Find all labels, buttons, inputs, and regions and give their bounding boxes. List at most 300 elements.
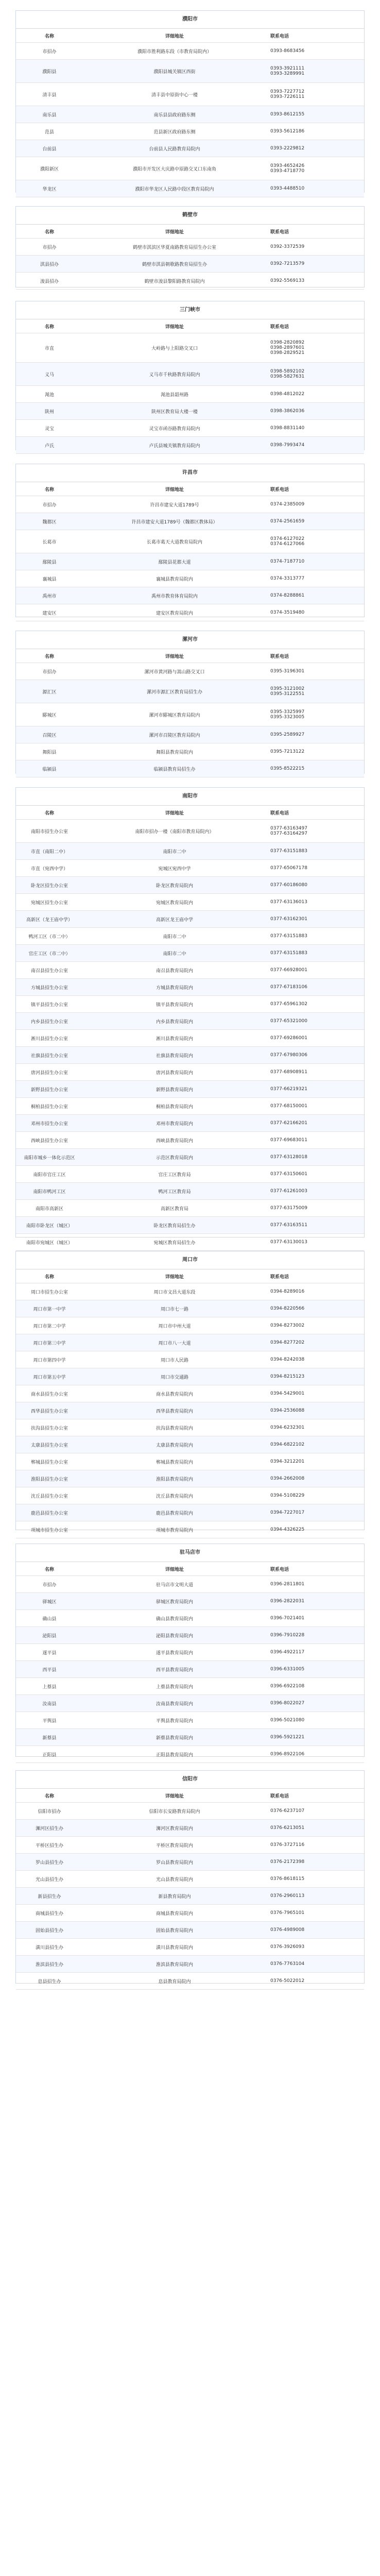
office-name: 固始县招生办 — [35, 1928, 63, 1934]
office-address: 遂平县教育局院内 — [156, 1650, 193, 1656]
office-phone: 0377-67183106 — [270, 985, 307, 990]
office-phone: 0394-2662008 — [270, 1476, 305, 1481]
header-phone: 联系电话 — [270, 487, 289, 493]
office-address: 桐柏县教育局院内 — [156, 1104, 193, 1110]
office-name: 周口市第五中学 — [33, 1375, 66, 1380]
office-address: 扶沟县教育局院内 — [156, 1426, 193, 1431]
office-phone: 0394-4326225 — [270, 1527, 305, 1532]
office-name: 淅川县招生办公室 — [30, 1036, 68, 1042]
contact-table — [16, 225, 364, 290]
office-name: 南阳市官庄工区 — [33, 1172, 66, 1178]
office-name: 遂平县 — [42, 1650, 57, 1656]
office-phone: 0376-3926093 — [270, 1944, 305, 1950]
table-row — [16, 437, 364, 454]
office-phone: 0374-3313777 — [270, 576, 305, 581]
office-name: 罗山县招生办 — [35, 1860, 63, 1866]
office-name: 泌阳县 — [42, 1633, 57, 1639]
office-address: 确山县教育局院内 — [156, 1616, 193, 1622]
table-row — [16, 1217, 364, 1234]
table-row — [16, 1081, 364, 1098]
table-row — [16, 979, 364, 996]
header-name: 名称 — [44, 1274, 54, 1280]
section — [15, 787, 365, 1246]
office-name: 浚县招办 — [40, 279, 59, 284]
header-phone: 联系电话 — [270, 1274, 289, 1280]
table-header-row — [16, 319, 364, 333]
table-row — [16, 1644, 364, 1661]
office-name: 平舆县 — [42, 1718, 57, 1724]
table-row — [16, 1854, 364, 1871]
office-name: 魏都区 — [42, 519, 57, 525]
office-phone: 0376-4989008 — [270, 1927, 305, 1933]
table-row — [16, 962, 364, 979]
office-phone: 0398-4812022 — [270, 392, 305, 397]
office-address: 固始县教育局院内 — [156, 1928, 193, 1934]
office-phone: 0377-65067178 — [270, 866, 307, 871]
office-address: 泌阳县教育局院内 — [156, 1633, 193, 1639]
table-row — [16, 1098, 364, 1115]
table-row — [16, 1013, 364, 1030]
table-row — [16, 386, 364, 403]
section-title: 周口市 — [16, 1251, 364, 1269]
office-address: 平舆县教育局院内 — [156, 1718, 193, 1724]
office-phone: 0394-7227017 — [270, 1510, 305, 1515]
table-row — [16, 911, 364, 928]
table-header-row — [16, 225, 364, 239]
office-name: 内乡县招生办公室 — [30, 1019, 68, 1025]
table-row — [16, 1593, 364, 1610]
office-name: 周口市招生办公室 — [30, 1290, 68, 1295]
office-phone: 0377-67980306 — [270, 1053, 307, 1058]
office-phone: 0395-3121002 0395-3122551 — [270, 686, 305, 697]
contact-table — [16, 319, 364, 454]
table-row — [16, 760, 364, 777]
office-address: 建安区教育局院内 — [156, 611, 193, 616]
office-phone: 0377-63163511 — [270, 1223, 307, 1228]
table-row — [16, 496, 364, 513]
table-row — [16, 60, 364, 83]
table-row — [16, 1871, 364, 1888]
office-phone: 0394-8289016 — [270, 1289, 305, 1294]
office-address: 舞阳县教育局院内 — [156, 750, 193, 755]
office-name: 高新区（龙王庙中学） — [26, 917, 73, 923]
contact-table — [16, 1562, 364, 1763]
office-name: 正阳县 — [42, 1752, 57, 1758]
office-phone: 0394-2536088 — [270, 1408, 305, 1413]
office-name: 周口市第一中学 — [33, 1307, 66, 1312]
office-address: 濮阳县城关镇区西街 — [153, 69, 196, 75]
office-phone: 0396-4922117 — [270, 1650, 305, 1655]
header-address: 详细地址 — [165, 1274, 184, 1280]
office-name: 鄢陵县 — [42, 560, 57, 565]
office-address: 漯河市郾城区教育局院内 — [149, 713, 200, 718]
table-row — [16, 1047, 364, 1064]
office-phone: 0394-6822102 — [270, 1442, 305, 1447]
office-phone: 0394-5429001 — [270, 1391, 305, 1396]
table-row — [16, 1368, 364, 1385]
header-address: 详细地址 — [165, 229, 184, 235]
office-phone: 0377-63151883 — [270, 934, 307, 939]
table-row — [16, 1132, 364, 1149]
office-address: 周口市人民路 — [160, 1358, 188, 1363]
office-phone: 0377-63151883 — [270, 951, 307, 956]
office-address: 宛城区宛西中学 — [158, 866, 191, 872]
table-row — [16, 1712, 364, 1729]
office-phone: 0396-8922106 — [270, 1752, 305, 1757]
office-address: 南阳市二中 — [163, 934, 186, 940]
table-header-row — [16, 482, 364, 496]
header-name: 名称 — [44, 229, 54, 235]
office-name: 平桥区招生办 — [35, 1843, 63, 1849]
office-address: 周口市中州大道 — [158, 1324, 191, 1329]
office-address: 新县教育局院内 — [158, 1894, 191, 1900]
table-row — [16, 860, 364, 877]
office-name: 桐柏县招生办公室 — [30, 1104, 68, 1110]
table-row — [16, 239, 364, 256]
office-phone: 0377-68908911 — [270, 1070, 307, 1075]
office-phone: 0376-6213051 — [270, 1825, 305, 1831]
office-phone: 0395-7213122 — [270, 749, 305, 754]
office-phone: 0376-7763104 — [270, 1961, 305, 1967]
office-name: 新蔡县 — [42, 1735, 57, 1741]
office-phone: 0393-3921111 0393-3289991 — [270, 66, 305, 76]
header-address: 详细地址 — [165, 1793, 184, 1799]
office-name: 义马 — [44, 372, 54, 378]
office-name: 禹州市 — [42, 594, 57, 599]
office-phone: 0394-8220566 — [270, 1306, 305, 1311]
section — [15, 1544, 365, 1757]
office-address: 宛城区教育局院内 — [156, 900, 193, 906]
office-name: 上蔡县 — [42, 1684, 57, 1690]
office-address: 漯河市黄河路与嵩山路交叉口 — [144, 669, 205, 675]
office-address: 项城市教育局院内 — [156, 1528, 193, 1533]
office-name: 舞阳县 — [42, 750, 57, 755]
office-name: 宛城区招生办公室 — [30, 900, 68, 906]
office-phone: 0377-63130013 — [270, 1240, 307, 1245]
office-phone: 0377-63162301 — [270, 917, 307, 922]
table-row — [16, 83, 364, 106]
office-phone: 0396-6331005 — [270, 1667, 305, 1672]
table-row — [16, 180, 364, 197]
office-name: 方城县招生办公室 — [30, 985, 68, 991]
office-phone: 0377-69683011 — [270, 1138, 307, 1143]
office-phone: 0377-69286001 — [270, 1036, 307, 1041]
table-row — [16, 1695, 364, 1712]
office-name: 市直（南阳二中） — [30, 849, 68, 855]
table-row — [16, 680, 364, 703]
office-address: 鹿邑县教育局院内 — [156, 1511, 193, 1516]
office-name: 郸城县招生办公室 — [30, 1460, 68, 1465]
table-row — [16, 1729, 364, 1746]
office-name: 淇县招办 — [40, 262, 59, 267]
office-address: 周口市七一路 — [160, 1307, 188, 1312]
office-phone: 0393-8683456 — [270, 48, 305, 54]
section-title: 信阳市 — [16, 1771, 364, 1789]
header-phone: 联系电话 — [270, 33, 289, 39]
office-address: 新野县教育局院内 — [156, 1087, 193, 1093]
table-row — [16, 420, 364, 437]
office-name: 清丰县 — [42, 92, 57, 98]
office-phone: 0396-6922108 — [270, 1684, 305, 1689]
office-phone: 0392-3372539 — [270, 244, 305, 249]
office-name: 西峡县招生办公室 — [30, 1138, 68, 1144]
office-name: 华龙区 — [42, 187, 57, 192]
office-name: 西平县 — [42, 1667, 57, 1673]
office-name: 陕州 — [44, 409, 54, 415]
table-row — [16, 945, 364, 962]
office-phone: 0395-3325997 0395-3323005 — [270, 709, 305, 720]
table-row — [16, 1385, 364, 1402]
table-row — [16, 663, 364, 680]
table-row — [16, 1504, 364, 1521]
office-address: 漯河市召陵区教育局院内 — [149, 733, 200, 738]
table-row — [16, 820, 364, 843]
table-row — [16, 1661, 364, 1678]
office-name: 西华县招生办公室 — [30, 1409, 68, 1414]
table-row — [16, 1166, 364, 1183]
office-phone: 0376-8618115 — [270, 1876, 305, 1882]
table-row — [16, 1803, 364, 1820]
office-phone: 0396-2822031 — [270, 1599, 305, 1604]
header-name: 名称 — [44, 324, 54, 330]
office-name: 台前县 — [42, 146, 57, 152]
office-phone: 0377-68150001 — [270, 1104, 307, 1109]
office-phone: 0393-5612186 — [270, 129, 305, 134]
office-name: 郾城区 — [42, 713, 57, 718]
table-row — [16, 1283, 364, 1300]
header-address: 详细地址 — [165, 487, 184, 493]
office-name: 汝南县 — [42, 1701, 57, 1707]
office-address: 高新区教育局 — [160, 1206, 188, 1212]
office-phone: 0377-60186080 — [270, 883, 307, 888]
office-address: 周口市文昌大道东段 — [153, 1290, 196, 1295]
office-phone: 0394-3212201 — [270, 1459, 305, 1464]
office-address: 卧龙区教育局院内 — [156, 883, 193, 889]
office-address: 陕州区教育局大楼一楼 — [151, 409, 198, 415]
office-phone: 0377-65321000 — [270, 1019, 307, 1024]
office-address: 淮阳县教育局院内 — [156, 1477, 193, 1482]
office-phone: 0377-63150601 — [270, 1172, 307, 1177]
table-row — [16, 1200, 364, 1217]
table-row — [16, 703, 364, 726]
table-row — [16, 1351, 364, 1368]
office-phone: 0377-63128018 — [270, 1155, 307, 1160]
office-phone: 0393-8612155 — [270, 112, 305, 117]
table-row — [16, 1888, 364, 1905]
office-address: 西峡县教育局院内 — [156, 1138, 193, 1144]
section-title: 许昌市 — [16, 464, 364, 482]
office-phone: 0396-2811801 — [270, 1582, 305, 1587]
office-phone: 0395-2589927 — [270, 732, 305, 737]
office-name: 南阳市招生办公室 — [30, 829, 68, 835]
office-name: 淮阳县招生办公室 — [30, 1477, 68, 1482]
table-row — [16, 123, 364, 140]
office-name: 市招办 — [42, 49, 57, 55]
table-row — [16, 1115, 364, 1132]
office-address: 南乐县县政府路东侧 — [153, 112, 196, 118]
office-name: 周口市第四中学 — [33, 1358, 66, 1363]
office-name: 卢氏 — [44, 443, 54, 449]
office-name: 浉河区招生办 — [35, 1826, 63, 1832]
header-phone: 联系电话 — [270, 1567, 289, 1572]
table-row — [16, 363, 364, 386]
office-address: 正阳县教育局院内 — [156, 1752, 193, 1758]
table-row — [16, 1149, 364, 1166]
table-row — [16, 894, 364, 911]
office-address: 周口市交通路 — [160, 1375, 188, 1380]
table-row — [16, 1746, 364, 1763]
office-address: 新蔡县教育局院内 — [156, 1735, 193, 1741]
table-header-row — [16, 1562, 364, 1576]
office-address: 鹤壁市淇县朝歌路教育局招生办 — [142, 262, 207, 267]
office-name: 市直（宛西中学） — [30, 866, 68, 872]
office-address: 淅川县教育局院内 — [156, 1036, 193, 1042]
office-address: 内乡县教育局院内 — [156, 1019, 193, 1025]
table-row — [16, 726, 364, 743]
table-row — [16, 1973, 364, 1990]
office-address: 宛城区教育局招生办 — [153, 1240, 196, 1246]
office-phone: 0374-7187710 — [270, 559, 305, 564]
office-address: 方城县教育局院内 — [156, 985, 193, 991]
table-row — [16, 1436, 364, 1453]
table-row — [16, 1030, 364, 1047]
office-name: 淮滨县招生办 — [35, 1962, 63, 1968]
office-phone: 0376-7965101 — [270, 1910, 305, 1916]
table-row — [16, 1419, 364, 1436]
table-row — [16, 1678, 364, 1695]
table-row — [16, 513, 364, 530]
office-address: 上蔡县教育局院内 — [156, 1684, 193, 1690]
section — [15, 631, 365, 774]
office-address: 社旗县教育局院内 — [156, 1053, 193, 1059]
office-name: 范县 — [44, 129, 54, 135]
header-address: 详细地址 — [165, 33, 184, 39]
office-phone: 0393-4488510 — [270, 186, 305, 191]
office-name: 南乐县 — [42, 112, 57, 118]
office-phone: 0374-2385009 — [270, 502, 305, 507]
table-header-row — [16, 649, 364, 663]
office-address: 信阳市长安路教育局院内 — [149, 1809, 200, 1815]
office-name: 濮阳新区 — [40, 166, 59, 172]
office-name: 濮阳县 — [42, 69, 57, 75]
office-name: 新野县招生办公室 — [30, 1087, 68, 1093]
office-name: 项城市招生办公室 — [30, 1528, 68, 1533]
contact-table — [16, 649, 364, 777]
office-address: 南阳市招办一楼（南阳市教育局院内） — [135, 829, 214, 835]
office-name: 南阳市宛城区（城区） — [26, 1240, 73, 1246]
header-name: 名称 — [44, 33, 54, 39]
office-name: 唐河县招生办公室 — [30, 1070, 68, 1076]
section — [15, 301, 365, 450]
office-address: 渑池县韶州路 — [160, 392, 188, 398]
office-address: 南召县教育局院内 — [156, 968, 193, 974]
office-address: 浉河区教育局院内 — [156, 1826, 193, 1832]
section-title: 濮阳市 — [16, 11, 364, 29]
table-row — [16, 553, 364, 570]
office-address: 濮阳市胜利路东段（市教育局院内） — [137, 49, 212, 55]
office-address: 罗山县教育局院内 — [156, 1860, 193, 1866]
office-address: 官庄工区教育局 — [158, 1172, 191, 1178]
table-row — [16, 140, 364, 157]
section-title: 漯河市 — [16, 631, 364, 649]
office-address: 光山县教育局院内 — [156, 1877, 193, 1883]
office-phone: 0376-2172398 — [270, 1859, 305, 1865]
table-row — [16, 1956, 364, 1973]
office-phone: 0398-3862036 — [270, 409, 305, 414]
office-name: 扶沟县招生办公室 — [30, 1426, 68, 1431]
office-address: 鹤壁市淇滨区华夏南路教育局招生办公室 — [132, 245, 216, 250]
office-address: 临颍县教育局招生办 — [153, 767, 196, 772]
office-name: 驿城区 — [42, 1599, 57, 1605]
office-address: 商城县教育局院内 — [156, 1911, 193, 1917]
table-row — [16, 1905, 364, 1922]
table-row — [16, 403, 364, 420]
office-address: 高新区龙王庙中学 — [156, 917, 193, 923]
office-name: 太康县招生办公室 — [30, 1443, 68, 1448]
table-header-row — [16, 806, 364, 820]
office-phone: 0398-2820892 0398-2897601 0398-2829521 — [270, 340, 305, 355]
office-name: 沈丘县招生办公室 — [30, 1494, 68, 1499]
office-phone: 0394-5108229 — [270, 1493, 305, 1498]
table-row — [16, 1576, 364, 1593]
office-address: 南阳市二中 — [163, 951, 186, 957]
office-address: 濮阳市开发区大庆路中原路交叉口东南角 — [132, 166, 216, 172]
office-address: 清丰县中原街中心一楼 — [151, 92, 198, 98]
office-phone: 0395-8522215 — [270, 766, 305, 771]
table-row — [16, 1610, 364, 1627]
header-phone: 联系电话 — [270, 810, 289, 816]
office-name: 南召县招生办公室 — [30, 968, 68, 974]
office-name: 周口市第三中学 — [33, 1341, 66, 1346]
office-address: 息县教育局院内 — [158, 1979, 191, 1985]
header-phone: 联系电话 — [270, 229, 289, 235]
table-row — [16, 273, 364, 290]
table-row — [16, 1470, 364, 1487]
office-address: 驿城区教育局院内 — [156, 1599, 193, 1605]
office-name: 确山县 — [42, 1616, 57, 1622]
table-row — [16, 1453, 364, 1470]
section-title: 驻马店市 — [16, 1544, 364, 1562]
office-phone: 0377-61261003 — [270, 1189, 307, 1194]
office-name: 市招办 — [42, 502, 57, 508]
table-header-row — [16, 1269, 364, 1283]
office-phone: 0396-5921221 — [270, 1735, 305, 1740]
office-name: 市招办 — [42, 669, 57, 675]
office-phone: 0377-63151883 — [270, 849, 307, 854]
office-phone: 0376-5022012 — [270, 1978, 305, 1984]
table-row — [16, 1317, 364, 1334]
table-row — [16, 570, 364, 587]
office-address: 灵宝市函谷路教育局院内 — [149, 426, 200, 432]
office-phone: 0395-3196301 — [270, 669, 305, 674]
section — [15, 10, 365, 193]
office-name: 建安区 — [42, 611, 57, 616]
office-name: 南阳市鸭河工区 — [33, 1189, 66, 1195]
office-phone: 0393-2229812 — [270, 146, 305, 151]
table-row — [16, 843, 364, 860]
office-phone: 0374-8288861 — [270, 593, 305, 598]
section-title: 鹤壁市 — [16, 207, 364, 225]
office-address: 商水县教育局院内 — [156, 1392, 193, 1397]
office-address: 禹州市教育体育局院内 — [151, 594, 198, 599]
table-row — [16, 106, 364, 123]
table-row — [16, 1487, 364, 1504]
office-address: 邓州市教育局院内 — [156, 1121, 193, 1127]
office-phone: 0377-66928001 — [270, 968, 307, 973]
office-phone: 0374-6127022 0374-6127066 — [270, 536, 305, 547]
table-row — [16, 256, 364, 273]
office-address: 卢氏县城关镇教育局院内 — [149, 443, 200, 449]
